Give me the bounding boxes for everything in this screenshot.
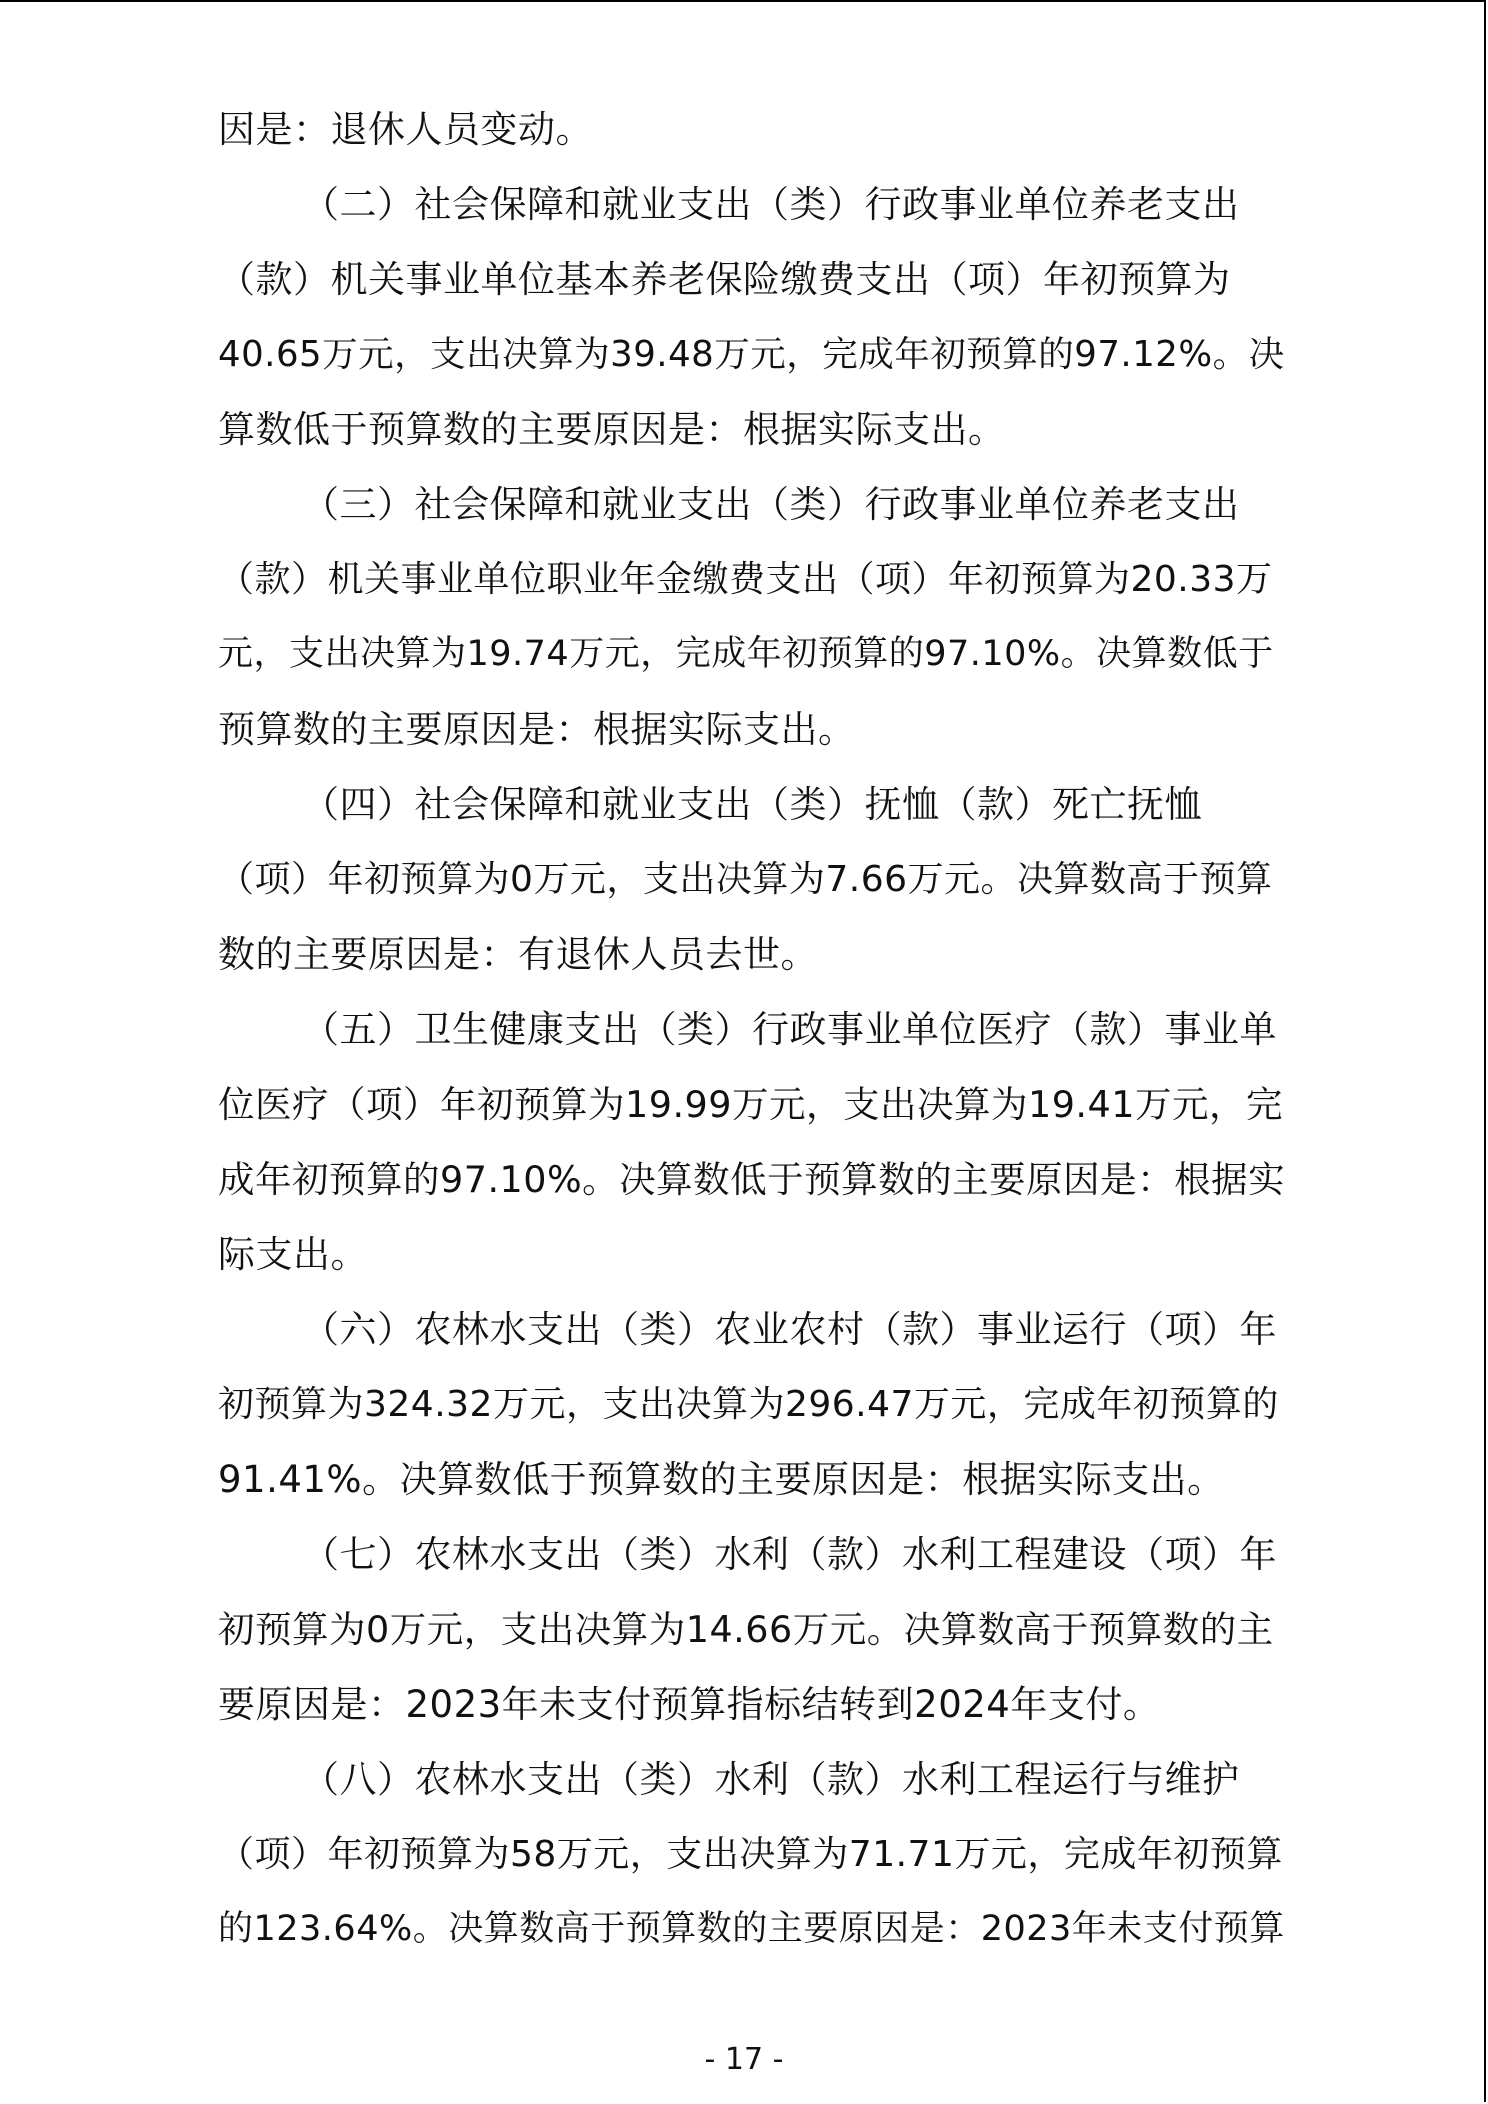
text-line: 初预算为324.32万元，支出决算为296.47万元，完成年初预算的 [218, 1384, 1279, 1425]
text-line: 要原因是：2023年未支付预算指标结转到2024年支付。 [218, 1683, 1161, 1726]
text-line: 91.41%。决算数低于预算数的主要原因是：根据实际支出。 [218, 1458, 1225, 1501]
text-line: （款）机关事业单位职业年金缴费支出（项）年初预算为20.33万 [218, 559, 1273, 600]
text-line: 元，支出决算为19.74万元，完成年初预算的97.10%。决算数低于 [218, 634, 1274, 674]
text-line: 际支出。 [218, 1233, 368, 1276]
text-line: 预算数的主要原因是：根据实际支出。 [218, 708, 856, 751]
text-line: （四）社会保障和就业支出（类）抚恤（款）死亡抚恤 [302, 783, 1202, 826]
document-body [218, 92, 1286, 1967]
page-number: - 17 - [704, 2042, 784, 2077]
text-line: 40.65万元，支出决算为39.48万元，完成年初预算的97.12%。决 [218, 334, 1285, 375]
text-line: 初预算为0万元，支出决算为14.66万元。决算数高于预算数的主 [218, 1608, 1274, 1651]
text-line: （八）农林水支出（类）水利（款）水利工程运行与维护 [302, 1758, 1240, 1801]
text-line: 的123.64%。决算数高于预算数的主要原因是：2023年未支付预算 [218, 1909, 1285, 1949]
text-line: 数的主要原因是：有退休人员去世。 [218, 933, 818, 976]
text-line: 成年初预算的97.10%。决算数低于预算数的主要原因是：根据实 [218, 1158, 1286, 1201]
text-line: 位医疗（项）年初预算为19.99万元，支出决算为19.41万元，完 [218, 1083, 1283, 1126]
text-line: （三）社会保障和就业支出（类）行政事业单位养老支出 [302, 483, 1240, 526]
text-line: （项）年初预算为58万元，支出决算为71.71万元，完成年初预算 [218, 1834, 1283, 1875]
text-line: （五）卫生健康支出（类）行政事业单位医疗（款）事业单 [302, 1008, 1277, 1051]
text-line: （七）农林水支出（类）水利（款）水利工程建设（项）年 [302, 1533, 1277, 1576]
text-line: （款）机关事业单位基本养老保险缴费支出（项）年初预算为 [218, 258, 1231, 301]
text-line: （项）年初预算为0万元，支出决算为7.66万元。决算数高于预算 [218, 859, 1273, 900]
text-line: 因是：退休人员变动。 [218, 108, 593, 151]
text-line: 算数低于预算数的主要原因是：根据实际支出。 [218, 408, 1006, 451]
text-line: （六）农林水支出（类）农业农村（款）事业运行（项）年 [302, 1308, 1277, 1351]
text-line: （二）社会保障和就业支出（类）行政事业单位养老支出 [302, 183, 1240, 226]
